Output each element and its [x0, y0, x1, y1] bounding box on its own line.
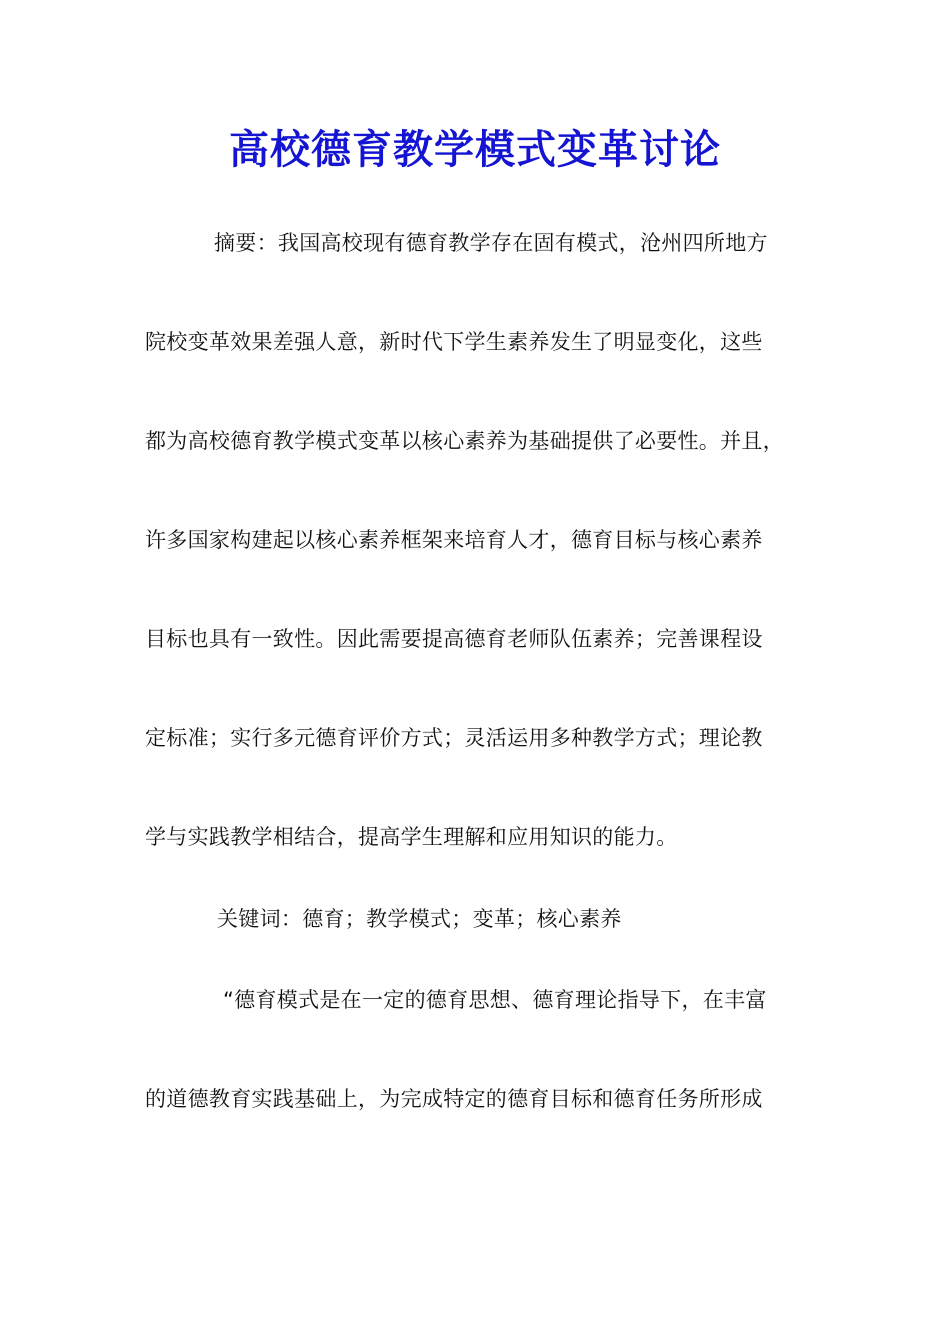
body-line: 的道德教育实践基础上，为完成特定的德育目标和德育任务所形成 — [145, 1087, 763, 1111]
abstract-line: 都为高校德育教学模式变革以核心素养为基础提供了必要性。并且， — [145, 429, 784, 453]
document-title: 高校德育教学模式变革讨论 — [229, 126, 721, 173]
abstract-line: 许多国家构建起以核心素养框架来培育人才，德育目标与核心素养 — [145, 528, 763, 552]
abstract-line: 摘要：我国高校现有德育教学存在固有模式，沧州四所地方 — [214, 231, 768, 255]
abstract-line: 院校变革效果差强人意，新时代下学生素养发生了明显变化，这些 — [145, 330, 763, 354]
abstract-line: 定标准；实行多元德育评价方式；灵活运用多种教学方式；理论教 — [145, 726, 763, 750]
abstract-line: 目标也具有一致性。因此需要提高德育老师队伍素养；完善课程设 — [145, 627, 763, 651]
body-line: “德育模式是在一定的德育思想、德育理论指导下，在丰富 — [223, 988, 767, 1012]
abstract-line: 学与实践教学相结合，提高学生理解和应用知识的能力。 — [145, 825, 678, 849]
keywords-line: 关键词：德育；教学模式；变革；核心素养 — [217, 907, 622, 931]
